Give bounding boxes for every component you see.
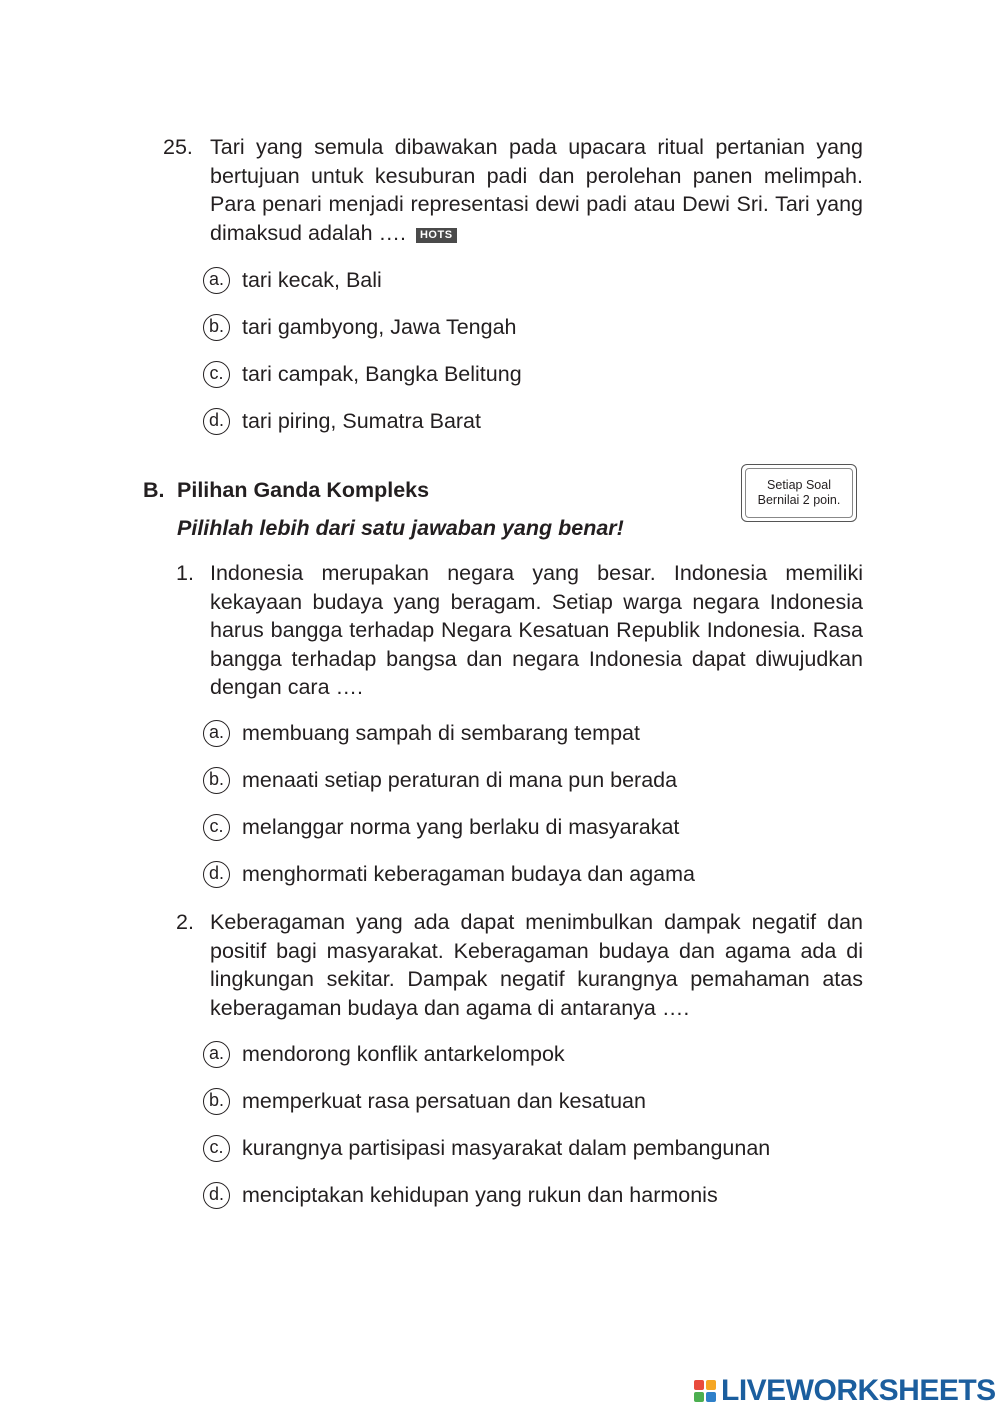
points-note-inner: [745, 468, 853, 518]
section-instruction: Pilihlah lebih dari satu jawaban yang benar!: [177, 516, 624, 540]
option-25-c[interactable]: [203, 359, 522, 389]
option-letter-circle[interactable]: d.: [203, 861, 230, 888]
option-text: menciptakan kehidupan yang rukun dan harmonis: [242, 1182, 718, 1207]
option-text: kurangnya partisipasi masyarakat dalam pembangunan: [242, 1135, 771, 1160]
option-letter-circle[interactable]: a.: [203, 267, 230, 294]
option-text: membuang sampah di sembarang tempat: [242, 720, 640, 745]
option-1-d[interactable]: [203, 859, 695, 889]
option-1-a[interactable]: [203, 718, 640, 748]
logo-text: LIVEWORKSHEETS: [721, 1374, 996, 1407]
points-note-box: [741, 464, 857, 522]
question-text-body: Tari yang semula dibawakan pada upacara ritual pertanian yang bertujuan untuk kesuburan padi dan perolehan panen melimpah. Para penari menjadi representasi dewi padi atau Dewi Sri. Tari yang dimaksud adalah ….: [210, 135, 863, 245]
question-number: 2.: [176, 910, 194, 934]
logo-square-1: [694, 1380, 704, 1390]
option-1-b[interactable]: [203, 765, 677, 795]
section-heading: [143, 478, 429, 503]
option-letter-circle[interactable]: c.: [203, 814, 230, 841]
points-note-line1: Setiap Soal: [767, 478, 831, 492]
option-25-a[interactable]: [203, 265, 382, 295]
option-1-c[interactable]: [203, 812, 679, 842]
question-text: Keberagaman yang ada dapat menimbulkan dampak negatif dan positif bagi masyarakat. Keberagaman budaya dan agama ada di lingkungan sekitar. Dampak negatif kurangnya pemahaman atas keberagaman budaya dan agama di antaranya ….: [210, 910, 863, 1020]
option-2-d[interactable]: [203, 1180, 718, 1210]
points-note-line2: Bernilai 2 poin.: [757, 493, 841, 507]
option-text: menghormati keberagaman budaya dan agama: [242, 861, 695, 886]
option-letter-circle[interactable]: d.: [203, 1182, 230, 1209]
option-text: mendorong konflik antarkelompok: [242, 1041, 565, 1066]
option-text: tari gambyong, Jawa Tengah: [242, 314, 517, 339]
option-letter-circle[interactable]: b.: [203, 314, 230, 341]
question-25: [163, 133, 863, 247]
option-letter-circle[interactable]: c.: [203, 1135, 230, 1162]
option-text: menaati setiap peraturan di mana pun berada: [242, 767, 678, 792]
section-title: Pilihan Ganda Kompleks: [177, 478, 430, 502]
option-letter-circle[interactable]: a.: [203, 1041, 230, 1068]
question-number: 25.: [163, 135, 193, 159]
logo-square-4: [706, 1392, 716, 1402]
question-2: [163, 908, 863, 1022]
option-letter-circle[interactable]: b.: [203, 1088, 230, 1115]
option-2-c[interactable]: [203, 1133, 770, 1163]
question-text: Indonesia merupakan negara yang besar. Indonesia memiliki kekayaan budaya yang beragam. Setiap warga negara Indonesia harus bangga terhadap Negara Kesatuan Republik Indonesia. Rasa bangga terhadap bangsa dan negara Indonesia dapat diwujudkan dengan cara ….: [210, 561, 863, 699]
option-2-b[interactable]: [203, 1086, 646, 1116]
option-text: tari kecak, Bali: [242, 267, 382, 292]
question-text: [210, 133, 863, 247]
hots-badge: HOTS: [416, 228, 457, 243]
option-text: memperkuat rasa persatuan dan kesatuan: [242, 1088, 646, 1113]
option-25-d[interactable]: [203, 406, 481, 436]
option-text: tari piring, Sumatra Barat: [242, 408, 481, 433]
section-letter: B.: [143, 478, 165, 502]
logo-square-3: [694, 1392, 704, 1402]
option-letter-circle[interactable]: d.: [203, 408, 230, 435]
liveworksheets-logo[interactable]: [694, 1374, 996, 1408]
question-1: [163, 559, 863, 702]
option-text: melanggar norma yang berlaku di masyarakat: [242, 814, 680, 839]
option-25-b[interactable]: [203, 312, 517, 342]
question-number: 1.: [176, 561, 194, 585]
option-letter-circle[interactable]: c.: [203, 361, 230, 388]
option-letter-circle[interactable]: b.: [203, 767, 230, 794]
option-letter-circle[interactable]: a.: [203, 720, 230, 747]
option-2-a[interactable]: [203, 1039, 565, 1069]
logo-square-2: [706, 1380, 716, 1390]
option-text: tari campak, Bangka Belitung: [242, 361, 522, 386]
liveworksheets-logo-icon: [694, 1380, 716, 1402]
